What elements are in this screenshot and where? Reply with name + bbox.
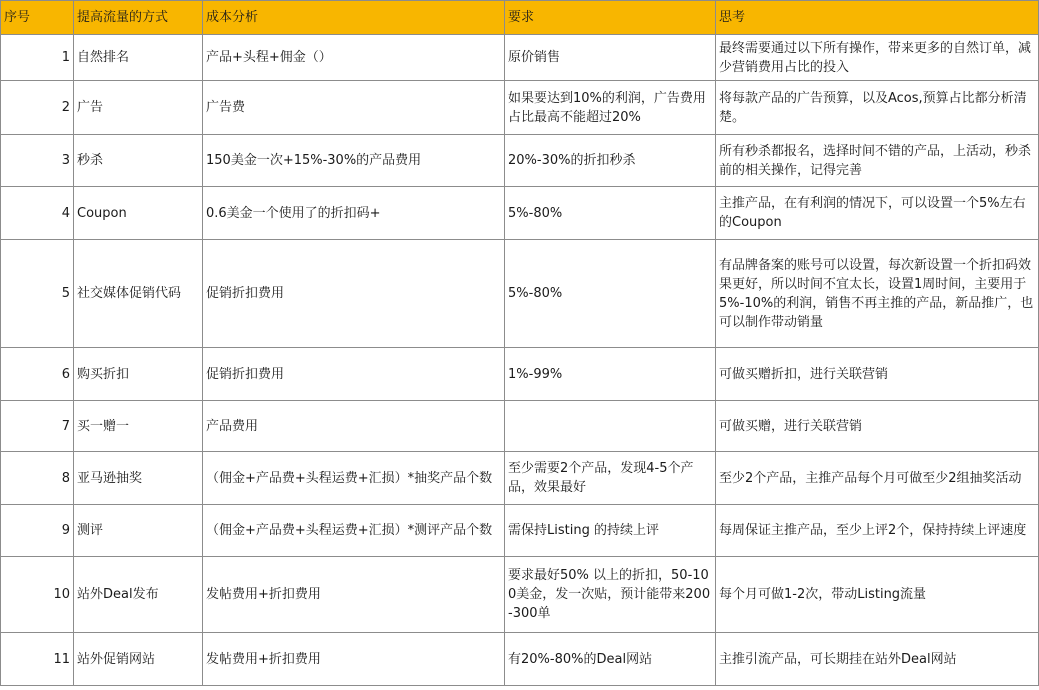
row-method: 站外促销网站 xyxy=(74,633,203,686)
row-requirement xyxy=(505,401,716,452)
row-thoughts: 可做买赠，进行关联营销 xyxy=(716,401,1039,452)
row-no: 10 xyxy=(1,557,74,633)
row-cost: 广告费 xyxy=(203,81,505,135)
header-method: 提高流量的方式 xyxy=(74,1,203,35)
row-method: Coupon xyxy=(74,187,203,240)
row-cost: （佣金+产品费+头程运费+汇损）*抽奖产品个数 xyxy=(203,452,505,505)
row-no: 4 xyxy=(1,187,74,240)
table-row xyxy=(1,633,1039,686)
row-requirement: 原价销售 xyxy=(505,35,716,81)
row-thoughts: 每周保证主推产品，至少上评2个，保持持续上评速度 xyxy=(716,505,1039,557)
row-requirement: 如果要达到10%的利润，广告费用占比最高不能超过20% xyxy=(505,81,716,135)
row-method: 买一赠一 xyxy=(74,401,203,452)
row-cost: 0.6美金一个使用了的折扣码+ xyxy=(203,187,505,240)
row-thoughts: 至少2个产品，主推产品每个月可做至少2组抽奖活动 xyxy=(716,452,1039,505)
row-cost: 发帖费用+折扣费用 xyxy=(203,557,505,633)
row-cost: 产品+头程+佣金（） xyxy=(203,35,505,81)
row-requirement: 5%-80% xyxy=(505,187,716,240)
row-cost: （佣金+产品费+头程运费+汇损）*测评产品个数 xyxy=(203,505,505,557)
row-no: 7 xyxy=(1,401,74,452)
header-cost: 成本分析 xyxy=(203,1,505,35)
row-requirement: 至少需要2个产品，发现4-5个产品，效果最好 xyxy=(505,452,716,505)
table-row xyxy=(1,35,1039,81)
row-thoughts: 所有秒杀都报名，选择时间不错的产品，上活动，秒杀前的相关操作，记得完善 xyxy=(716,135,1039,187)
row-cost: 产品费用 xyxy=(203,401,505,452)
row-thoughts: 每个月可做1-2次，带动Listing流量 xyxy=(716,557,1039,633)
table-row xyxy=(1,505,1039,557)
row-cost: 150美金一次+15%-30%的产品费用 xyxy=(203,135,505,187)
row-no: 9 xyxy=(1,505,74,557)
row-method: 广告 xyxy=(74,81,203,135)
row-method: 自然排名 xyxy=(74,35,203,81)
row-cost: 发帖费用+折扣费用 xyxy=(203,633,505,686)
row-method: 亚马逊抽奖 xyxy=(74,452,203,505)
table-row xyxy=(1,240,1039,348)
row-requirement: 需保持Listing 的持续上评 xyxy=(505,505,716,557)
row-thoughts: 有品牌备案的账号可以设置，每次新设置一个折扣码效果更好，所以时间不宜太长，设置1周时间，主要用于5%-10%的利润，销售不再主推的产品，新品推广，也可以制作带动销量 xyxy=(716,240,1039,348)
row-method: 购买折扣 xyxy=(74,348,203,401)
table-row xyxy=(1,187,1039,240)
row-cost: 促销折扣费用 xyxy=(203,348,505,401)
header-no: 序号 xyxy=(1,1,74,35)
row-requirement: 1%-99% xyxy=(505,348,716,401)
row-method: 社交媒体促销代码 xyxy=(74,240,203,348)
row-requirement: 要求最好50% 以上的折扣，50-100美金，发一次贴，预计能带来200-300单 xyxy=(505,557,716,633)
header-thoughts: 思考 xyxy=(716,1,1039,35)
row-thoughts: 可做买赠折扣，进行关联营销 xyxy=(716,348,1039,401)
row-no: 8 xyxy=(1,452,74,505)
row-requirement: 20%-30%的折扣秒杀 xyxy=(505,135,716,187)
row-no: 1 xyxy=(1,35,74,81)
row-thoughts: 最终需要通过以下所有操作，带来更多的自然订单，减少营销费用占比的投入 xyxy=(716,35,1039,81)
row-no: 2 xyxy=(1,81,74,135)
row-no: 6 xyxy=(1,348,74,401)
row-thoughts: 将每款产品的广告预算，以及Acos,预算占比都分析清楚。 xyxy=(716,81,1039,135)
row-cost: 促销折扣费用 xyxy=(203,240,505,348)
table-row xyxy=(1,452,1039,505)
row-no: 3 xyxy=(1,135,74,187)
table-row xyxy=(1,348,1039,401)
table-row xyxy=(1,557,1039,633)
row-requirement: 有20%-80%的Deal网站 xyxy=(505,633,716,686)
row-thoughts: 主推引流产品，可长期挂在站外Deal网站 xyxy=(716,633,1039,686)
row-method: 站外Deal发布 xyxy=(74,557,203,633)
row-method: 秒杀 xyxy=(74,135,203,187)
header-requirement: 要求 xyxy=(505,1,716,35)
header-row xyxy=(1,1,1039,35)
table-row xyxy=(1,81,1039,135)
row-thoughts: 主推产品，在有利润的情况下，可以设置一个5%左右的Coupon xyxy=(716,187,1039,240)
row-requirement: 5%-80% xyxy=(505,240,716,348)
row-method: 测评 xyxy=(74,505,203,557)
table-row xyxy=(1,401,1039,452)
table-row xyxy=(1,135,1039,187)
row-no: 5 xyxy=(1,240,74,348)
row-no: 11 xyxy=(1,633,74,686)
